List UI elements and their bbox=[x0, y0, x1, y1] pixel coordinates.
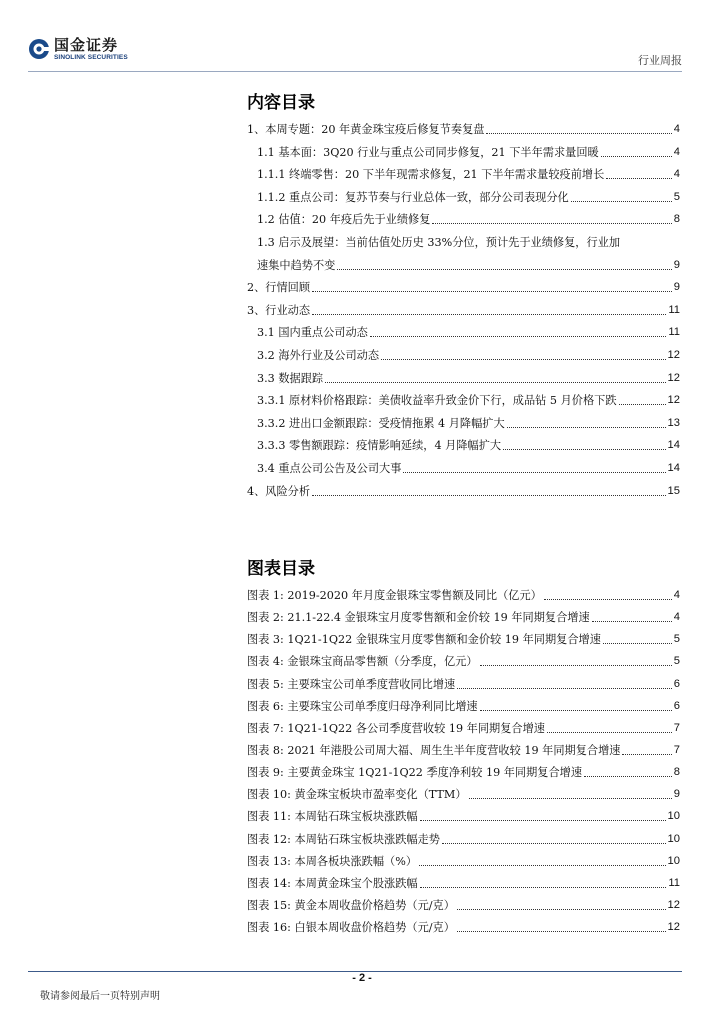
figure-entry[interactable]: 图表 2: 21.1-22.4 金银珠宝月度零售额和金价较 19 年同期复合增速 4 bbox=[247, 611, 680, 625]
toc-entry[interactable]: 3.3.2 进出口金额跟踪：受疫情拖累 4 月降幅扩大 13 bbox=[257, 416, 680, 430]
toc-entry[interactable]: 3.4 重点公司公告及公司大事 14 bbox=[257, 461, 680, 475]
toc-entry[interactable]: 1.1.2 重点公司：复苏节奏与行业总体一致，部分公司表现分化 5 bbox=[257, 190, 680, 204]
figure-list bbox=[247, 588, 680, 942]
figure-entry[interactable]: 图表 15: 黄金本周收盘价格趋势（元/克） 12 bbox=[247, 898, 680, 912]
toc-entry[interactable]: 2、行情回顾 9 bbox=[247, 281, 680, 295]
figure-entry[interactable]: 图表 14: 本周黄金珠宝个股涨跌幅 11 bbox=[247, 876, 680, 890]
toc-entry[interactable]: 3.1 国内重点公司动态 11 bbox=[257, 326, 680, 340]
figure-entry[interactable]: 图表 6: 主要珠宝公司单季度归母净利同比增速 6 bbox=[247, 699, 680, 713]
figure-entry[interactable]: 图表 1: 2019-2020 年月度金银珠宝零售额及同比（亿元） 4 bbox=[247, 589, 680, 602]
page-number: - 2 - bbox=[352, 972, 372, 984]
figure-entry[interactable]: 图表 16: 白银本周收盘价格趋势（元/克） 12 bbox=[247, 921, 680, 935]
toc-entry-wrapped-line1[interactable]: 1.3 启示及展望：当前估值处历史 33%分位，预计先于业绩修复，行业加 bbox=[257, 235, 621, 249]
figure-entry[interactable]: 图表 4: 金银珠宝商品零售额（分季度，亿元） 5 bbox=[247, 655, 680, 669]
logo-chinese-name: 国金证券 bbox=[54, 36, 119, 54]
toc-entry[interactable]: 3.3 数据跟踪 12 bbox=[257, 371, 680, 385]
toc-entry[interactable]: 1、本周专题：20 年黄金珠宝疫后修复节奏复盘 4 bbox=[247, 123, 680, 136]
figure-entry[interactable]: 图表 5: 主要珠宝公司单季度营收同比增速 6 bbox=[247, 677, 680, 691]
figure-entry[interactable]: 图表 7: 1Q21-1Q22 各公司季度营收较 19 年同期复合增速 7 bbox=[247, 721, 680, 735]
company-logo bbox=[28, 38, 128, 62]
page-header bbox=[28, 38, 682, 72]
figure-entry[interactable]: 图表 9: 主要黄金珠宝 1Q21-1Q22 季度净利较 19 年同期复合增速 8 bbox=[247, 766, 680, 780]
sinolink-logo-icon bbox=[28, 38, 50, 60]
toc-entry[interactable]: 3.3.1 原材料价格跟踪：美债收益率升致金价下行，成品钻 5 月价格下跌 12 bbox=[257, 394, 680, 408]
toc-entry[interactable]: 3.2 海外行业及公司动态 12 bbox=[257, 348, 680, 362]
toc-entry[interactable]: 3.3.3 零售额跟踪：疫情影响延续，4 月降幅扩大 14 bbox=[257, 439, 680, 453]
toc-entry[interactable]: 3、行业动态 11 bbox=[247, 303, 680, 317]
toc-entry[interactable]: 1.1 基本面：3Q20 行业与重点公司同步修复，21 下半年需求量回暖 4 bbox=[257, 145, 680, 159]
toc-entry[interactable]: 4、风险分析 15 bbox=[247, 484, 680, 498]
figure-entry[interactable]: 图表 11: 本周钻石珠宝板块涨跌幅 10 bbox=[247, 810, 680, 824]
logo-english-name: SINOLINK SECURITIES bbox=[54, 54, 128, 61]
figure-list-title: 图表目录 bbox=[247, 559, 315, 579]
page-body bbox=[247, 90, 680, 935]
figure-entry[interactable]: 图表 13: 本周各板块涨跌幅（%） 10 bbox=[247, 854, 680, 868]
footer-disclaimer: 敬请参阅最后一页特别声明 bbox=[40, 991, 160, 1002]
header-divider bbox=[28, 71, 682, 72]
figure-entry[interactable]: 图表 10: 黄金珠宝板块市盈率变化（TTM） 9 bbox=[247, 788, 680, 802]
toc-title: 内容目录 bbox=[247, 93, 315, 113]
figure-entry[interactable]: 图表 8: 2021 年港股公司周大福、周生生半年度营收较 19 年同期复合增速 7 bbox=[247, 743, 680, 757]
toc-entry[interactable]: 1.2 估值：20 年疫后先于业绩修复 8 bbox=[257, 213, 680, 227]
toc-entry[interactable]: 1.1.1 终端零售：20 下半年现需求修复，21 下半年需求量较疫前增长 4 bbox=[257, 168, 680, 182]
document-type: 行业周报 bbox=[638, 54, 682, 67]
toc-entry[interactable]: 速集中趋势不变 9 bbox=[257, 258, 680, 272]
figure-entry[interactable]: 图表 3: 1Q21-1Q22 金银珠宝月度零售额和金价较 19 年同期复合增速 5 bbox=[247, 633, 680, 647]
figure-entry[interactable]: 图表 12: 本周钻石珠宝板块涨跌幅走势 10 bbox=[247, 832, 680, 846]
